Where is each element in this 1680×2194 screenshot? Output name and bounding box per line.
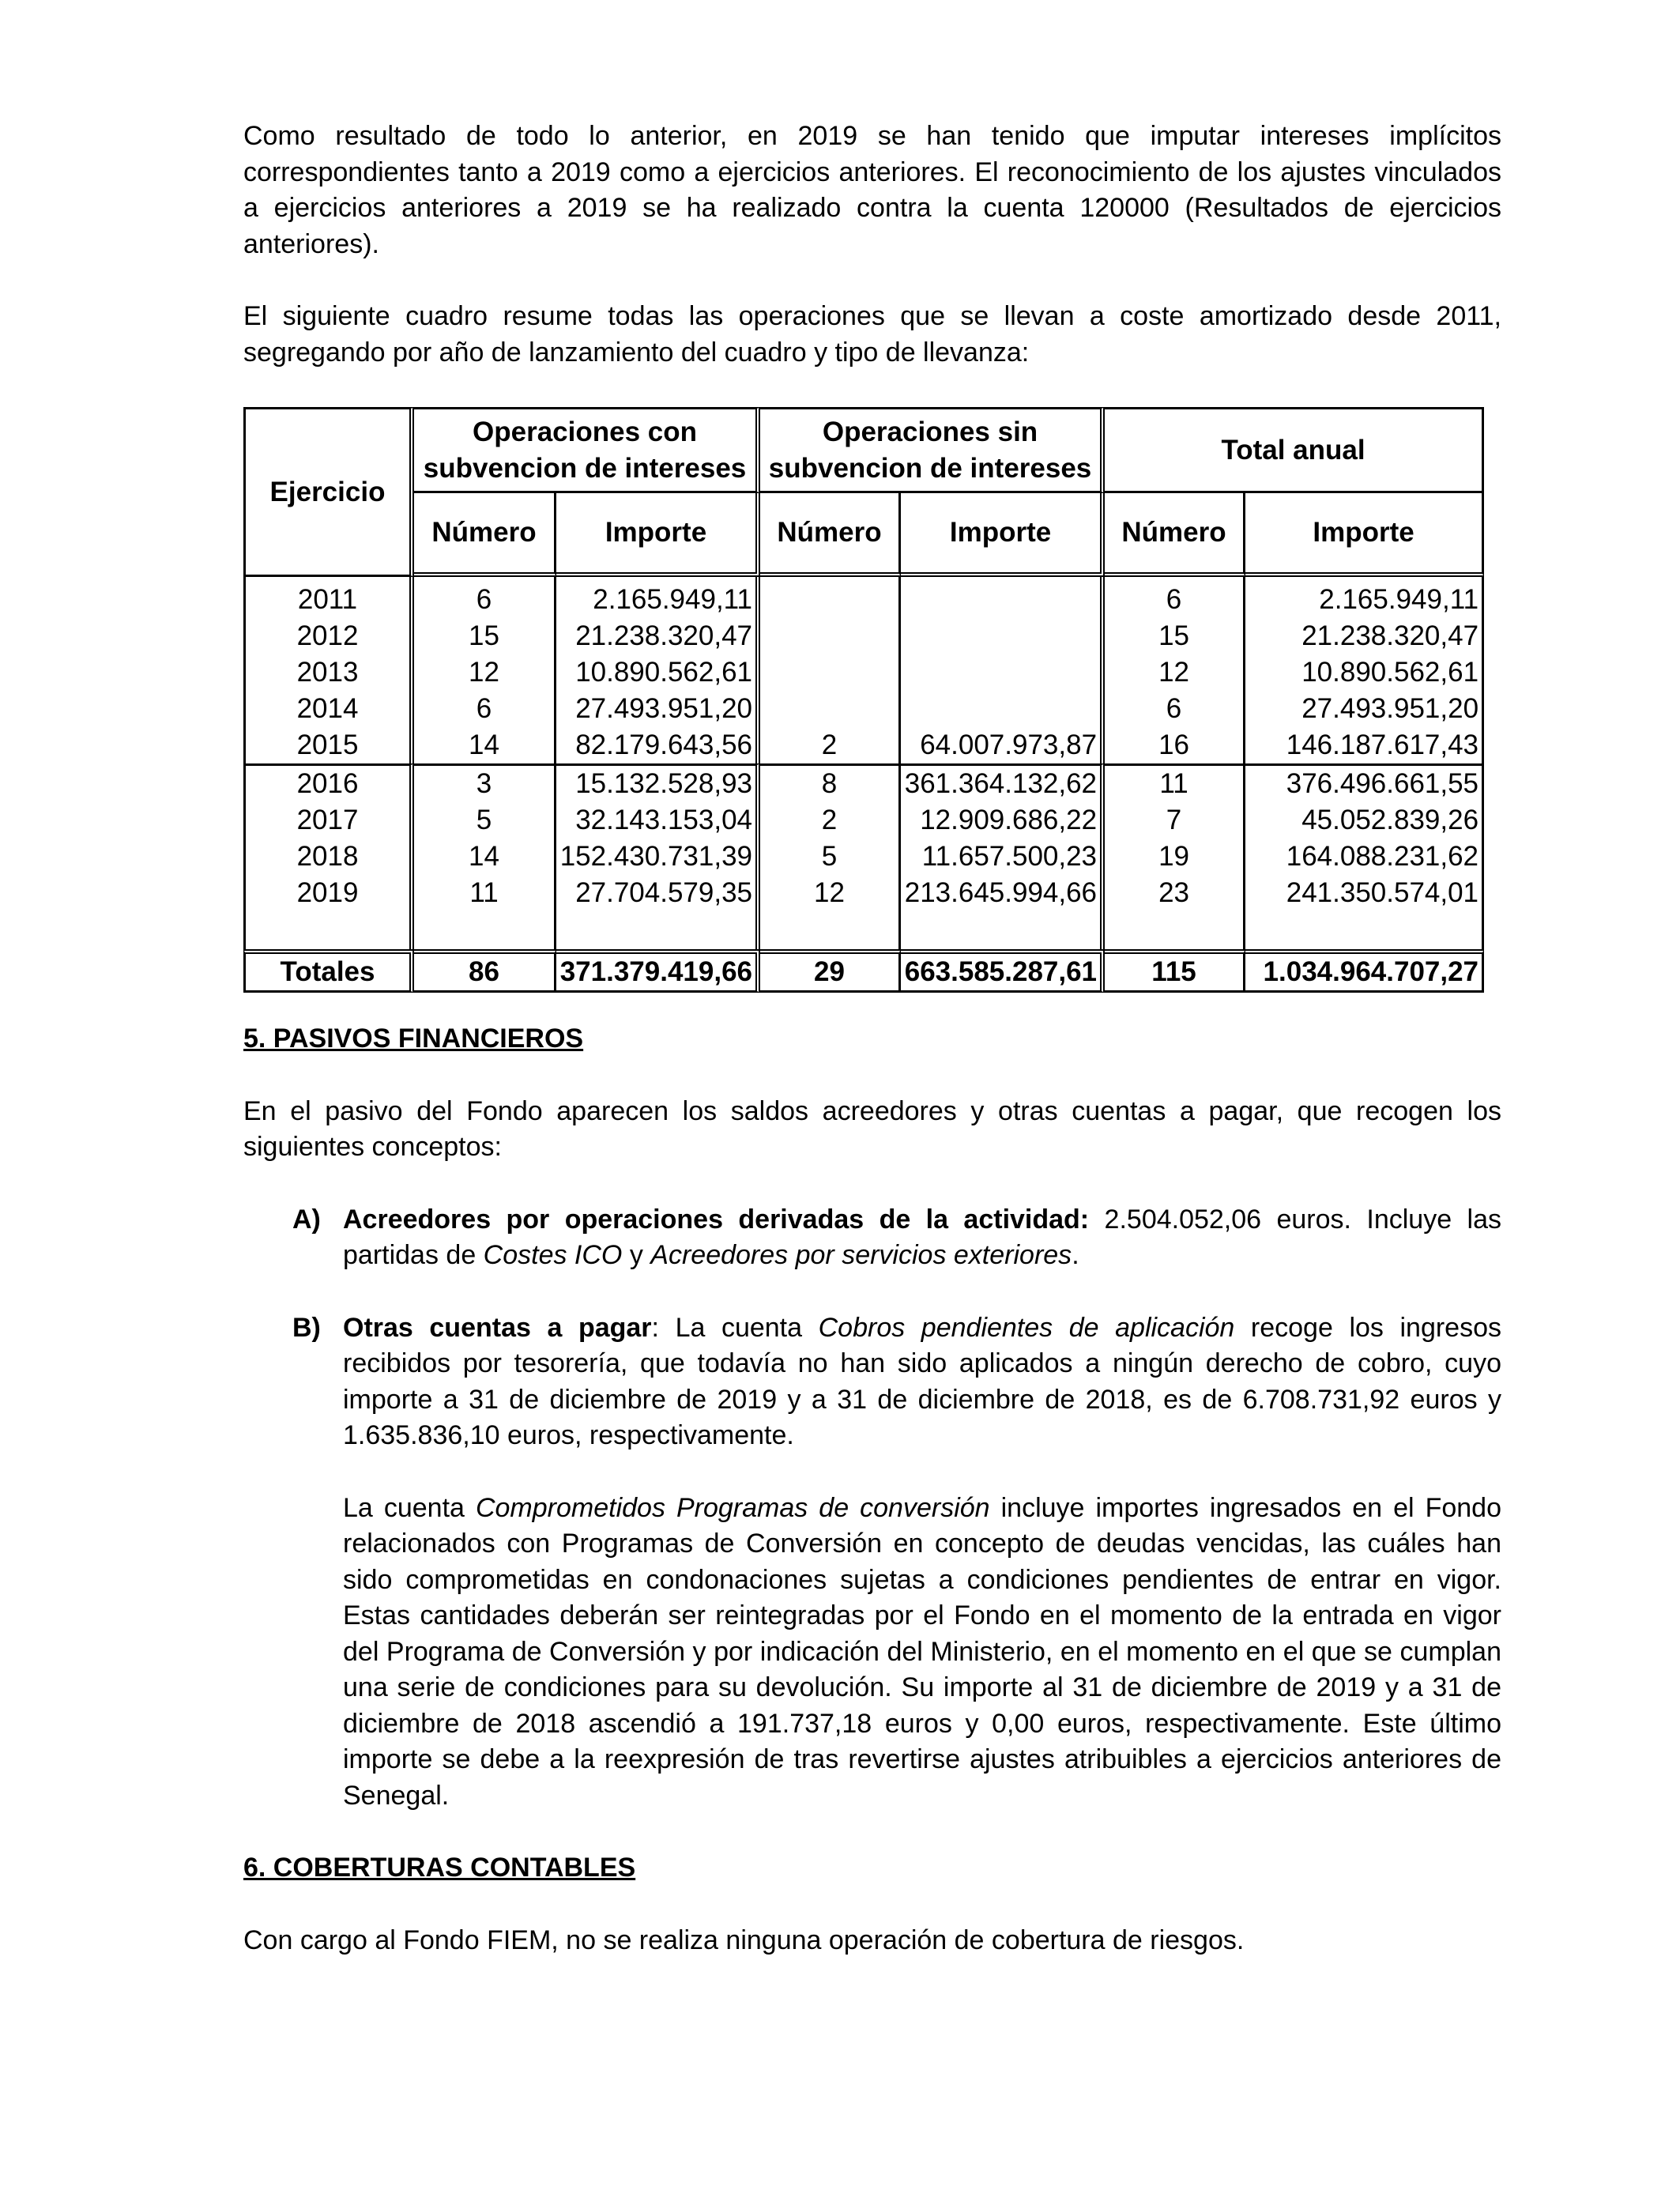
cell-importe: 2.165.949,11 [1245,577,1484,618]
cell-numero: 14 [414,839,556,875]
cell-total-numero: 29 [760,949,901,993]
list-item [292,1202,1501,1274]
cell-numero: 6 [414,691,556,727]
cell-total-importe: 371.379.419,66 [556,949,760,993]
cell-numero: 15 [414,618,556,654]
header-group-sin-line1: Operaciones sin [822,416,1038,447]
list-item-text [343,1310,1501,1454]
table-spacer-row [243,911,1484,949]
table-row [243,763,1484,802]
header-group-con-line1: Operaciones con [473,416,697,447]
cell-year: 2014 [243,691,414,727]
cell-total-importe: 1.034.964.707,27 [1245,949,1484,993]
cell-numero [760,691,901,727]
text-span: recoge los ingresos recibidos por tesorería, que todavía no han sido aplicados a ningún derecho de cobro, cuyo importe a 31 de diciembre de 2019 y a 31 de diciembre de 2018, es de 6.708.731,92 euros y 1.635.836,10 euros, respectivamente. [343,1312,1502,1450]
header-group-con-subvencion [414,407,760,493]
cell-importe: 376.496.661,55 [1245,763,1484,802]
text-span: . [1072,1240,1079,1270]
cell-importe: 82.179.643,56 [556,727,760,763]
cell-importe: 2.165.949,11 [556,577,760,618]
cell-importe: 361.364.132,62 [901,763,1105,802]
table-row [243,875,1484,911]
cell-importe: 164.088.231,62 [1245,839,1484,875]
header-group-sin-line2: subvencion de intereses [768,452,1092,484]
cell-numero: 6 [414,577,556,618]
cell-totales-label: Totales [243,949,414,993]
cell-numero: 8 [760,763,901,802]
intro-paragraph-2: El siguiente cuadro resume todas las operaciones que se llevan a coste amortizado desde 2011, segregando por año de lanzamiento del cuadro y tipo de llevanza: [243,301,1501,368]
cell-total-numero: 115 [1105,949,1245,993]
cell-importe: 32.143.153,04 [556,802,760,839]
list-item [292,1310,1501,1454]
cell-total-numero: 86 [414,949,556,993]
cell-importe: 213.645.994,66 [901,875,1105,911]
section-6-title: 6. COBERTURAS CONTABLES [243,1853,636,1883]
header-importe: Importe [901,493,1105,577]
table-row [243,618,1484,654]
cell-numero [760,577,901,618]
cell-numero [760,618,901,654]
cell-numero: 11 [414,875,556,911]
italic-span: Cobros pendientes de aplicación [818,1312,1235,1343]
cell-importe: 45.052.839,26 [1245,802,1484,839]
cell-importe: 10.890.562,61 [556,654,760,691]
cell-importe: 27.493.951,20 [1245,691,1484,727]
italic-span: Acreedores por servicios exteriores [650,1240,1072,1270]
cell-numero [760,654,901,691]
cell-total-importe: 663.585.287,61 [901,949,1105,993]
cell-numero: 5 [760,839,901,875]
section-5-title: 5. PASIVOS FINANCIEROS [243,1023,584,1054]
cell-year: 2013 [243,654,414,691]
section-6-paragraph: Con cargo al Fondo FIEM, no se realiza ninguna operación de cobertura de riesgos. [243,1924,1245,1955]
list-item-bold: Otras cuentas a pagar [343,1312,652,1343]
cell-importe [901,577,1105,618]
cell-year: 2015 [243,727,414,763]
list-marker: B) [292,1312,321,1343]
header-numero: Número [760,493,901,577]
text-span: : La cuenta [651,1312,819,1343]
cell-importe: 21.238.320,47 [556,618,760,654]
cell-numero: 2 [760,802,901,839]
text-span: incluye importes ingresados en el Fondo relacionados con Programas de Conversión en concepto de deudas vencidas, las cuáles han sido comprometidas en condonaciones sujetas a condiciones pendientes de entrar en vigor. Estas cantidades deberán ser reintegradas por el Fondo en el momento de la entrada en vigor del Programa de Conversión y por indicación del Ministerio, en el momento en el que se cumplan una serie de condiciones para su devolución. Su importe al 31 de diciembre de 2019 y a 31 de diciembre de 2018 ascendió a 191.737,18 euros y 0,00 euros, respectivamente. Este último importe se debe a la reexpresión de tras revertirse ajustes atribuibles a ejercicios anteriores de Senegal. [343,1492,1502,1811]
cell-year: 2012 [243,618,414,654]
header-numero: Número [1105,493,1245,577]
cell-year: 2019 [243,875,414,911]
text-span: 2.504.052,06 euros. Incluye las partidas de [343,1204,1501,1270]
list-marker: A) [292,1204,321,1235]
text-span: La cuenta [343,1492,476,1523]
table-row [243,839,1484,875]
cell-year: 2011 [243,577,414,618]
cell-numero: 12 [760,875,901,911]
cell-year: 2018 [243,839,414,875]
header-group-sin-subvencion [760,407,1105,493]
cell-numero: 6 [1105,691,1245,727]
cell-numero: 5 [414,802,556,839]
comprometidos-paragraph [343,1491,1501,1815]
cell-importe: 64.007.973,87 [901,727,1105,763]
list-item-text [343,1202,1501,1274]
section-5-intro: En el pasivo del Fondo aparecen los saldos acreedores y otras cuentas a pagar, que recogen los siguientes conceptos: [243,1095,1501,1162]
italic-span: Comprometidos Programas de conversión [475,1492,990,1523]
cell-importe: 12.909.686,22 [901,802,1105,839]
liabilities-list [292,1202,1501,1454]
table-row [243,802,1484,839]
cell-numero: 12 [414,654,556,691]
italic-span: Costes ICO [483,1240,623,1270]
table-row [243,577,1484,618]
cell-year: 2017 [243,802,414,839]
table-row [243,727,1484,763]
cell-numero: 7 [1105,802,1245,839]
cell-numero: 6 [1105,577,1245,618]
cell-importe: 10.890.562,61 [1245,654,1484,691]
cell-importe: 27.493.951,20 [556,691,760,727]
cell-importe [901,654,1105,691]
header-importe: Importe [556,493,760,577]
cell-numero: 23 [1105,875,1245,911]
cell-importe: 152.430.731,39 [556,839,760,875]
cell-importe: 27.704.579,35 [556,875,760,911]
cell-importe: 11.657.500,23 [901,839,1105,875]
cell-importe: 146.187.617,43 [1245,727,1484,763]
intro-paragraph-1: Como resultado de todo lo anterior, en 2019 se han tenido que imputar intereses implícitos correspondientes tanto a 2019 como a ejercicios anteriores. El reconocimiento de los ajustes vinculados a ejercicios anteriores a 2019 se ha realizado contra la cuenta 120000 (Resultados de ejercicios anteriores). [243,121,1501,259]
document-page [243,119,1501,1958]
cell-importe [901,618,1105,654]
cell-importe [901,691,1105,727]
cell-numero: 3 [414,763,556,802]
text-span: y [622,1240,651,1270]
table-row [243,654,1484,691]
cell-year: 2016 [243,763,414,802]
header-group-total: Total anual [1105,407,1484,493]
table-totals-row [243,949,1484,993]
cell-importe: 241.350.574,01 [1245,875,1484,911]
operations-table [243,407,1484,993]
header-numero: Número [414,493,556,577]
cell-numero: 11 [1105,763,1245,802]
operations-table-wrapper [243,407,1484,993]
cell-numero: 15 [1105,618,1245,654]
cell-importe: 15.132.528,93 [556,763,760,802]
table-row [243,691,1484,727]
cell-numero: 2 [760,727,901,763]
cell-numero: 12 [1105,654,1245,691]
header-ejercicio: Ejercicio [243,407,414,577]
header-group-con-line2: subvencion de intereses [423,452,747,484]
cell-numero: 14 [414,727,556,763]
cell-numero: 16 [1105,727,1245,763]
list-item-bold: Acreedores por operaciones derivadas de la actividad: [343,1204,1090,1235]
header-importe: Importe [1245,493,1484,577]
cell-importe: 21.238.320,47 [1245,618,1484,654]
cell-numero: 19 [1105,839,1245,875]
